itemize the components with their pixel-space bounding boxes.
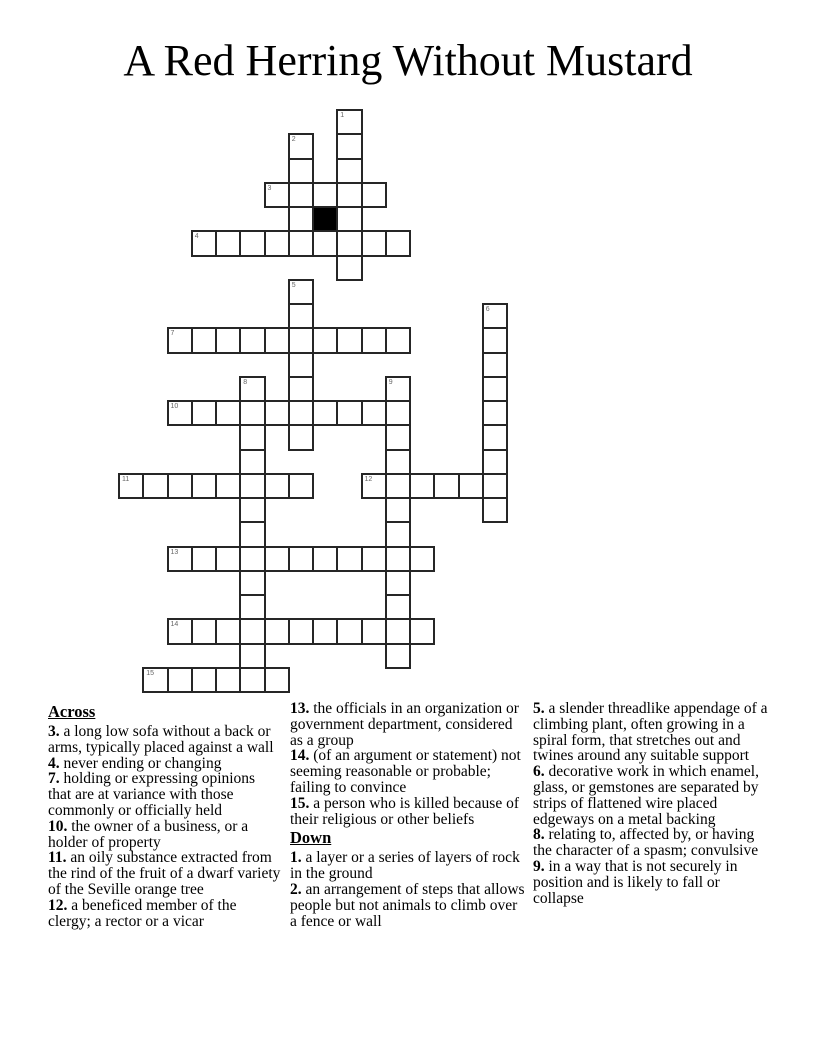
across-header: Across (48, 702, 96, 721)
clue-number: 13. (290, 700, 310, 717)
grid-cell-r23c3[interactable] (191, 667, 217, 693)
grid-cell-r4c9[interactable] (336, 206, 362, 232)
grid-cell-r14c11[interactable] (385, 449, 411, 475)
clue-down-1: 1. a layer or a series of layers of rock in the ground (290, 849, 520, 883)
grid-cell-r21c7[interactable] (288, 618, 314, 644)
grid-cell-r4c7[interactable] (288, 206, 314, 232)
grid-cell-r12c8[interactable] (312, 400, 338, 426)
grid-cell-r2c7[interactable] (288, 158, 314, 184)
down-header: Down (290, 828, 332, 848)
grid-cell-r15c6[interactable] (264, 473, 290, 499)
cell-number: 7 (170, 330, 175, 338)
grid-cell-r9c9[interactable] (336, 327, 362, 353)
grid-cell-r0c9[interactable] (336, 109, 362, 135)
grid-cell-r18c12[interactable] (409, 546, 435, 572)
clue-down-8: 8. relating to, affected by, or having the character of a spasm; convulsive (533, 826, 759, 860)
cell-number: 10 (170, 403, 179, 410)
grid-cell-r9c5[interactable] (239, 327, 265, 353)
grid-cell-r16c5[interactable] (239, 497, 265, 523)
clue-number: 3. (48, 723, 60, 740)
grid-cell-r12c11[interactable] (385, 400, 411, 426)
grid-cell-r15c13[interactable] (433, 473, 459, 499)
grid-cell-r18c8[interactable] (312, 546, 338, 572)
clue-across-3: 3. a long low sofa without a back or arms, typically placed against a wall (48, 723, 274, 756)
grid-cell-r23c5[interactable] (239, 667, 265, 693)
grid-cell-r17c11[interactable] (385, 521, 411, 547)
grid-cell-r1c9[interactable] (336, 133, 362, 159)
cell-number: 4 (194, 233, 199, 241)
clue-down-2: 2. an arrangement of steps that allows people but not animals to climb over a fence or wall (290, 880, 525, 930)
grid-cell-r22c11[interactable] (385, 643, 411, 669)
clue-number: 11. (48, 849, 67, 867)
clue-across-15: 15. a person who is killed because of their religious or other beliefs (290, 794, 519, 828)
grid-cell-r15c0[interactable] (118, 473, 144, 499)
grid-cell-r23c2[interactable] (167, 667, 193, 693)
grid-cell-r12c6[interactable] (264, 400, 290, 426)
clue-down-5: 5. a slender threadlike appendage of a climbing plant, often growing in a spiral form, that stretches out and twines around any suitable support (533, 700, 768, 765)
grid-cell-r9c15[interactable] (482, 327, 508, 353)
grid-cell-r12c5[interactable] (239, 400, 265, 426)
cell-number: 9 (388, 378, 393, 386)
grid-cell-r18c4[interactable] (215, 546, 241, 572)
grid-cell-r15c7[interactable] (288, 473, 314, 499)
crossword-grid (119, 110, 507, 692)
grid-cell-r16c11[interactable] (385, 497, 411, 523)
clue-number: 14. (290, 747, 310, 765)
grid-cell-r5c10[interactable] (361, 230, 387, 256)
clue-number: 4. (48, 754, 60, 772)
black-cell (312, 206, 338, 232)
clue-column-2 (290, 701, 525, 929)
grid-cell-r13c5[interactable] (239, 424, 265, 450)
grid-cell-r10c7[interactable] (288, 352, 314, 378)
cell-number: 1 (340, 112, 345, 119)
grid-cell-r3c10[interactable] (361, 182, 387, 208)
grid-cell-r5c6[interactable] (264, 230, 290, 256)
grid-cell-r21c4[interactable] (215, 618, 241, 644)
grid-cell-r18c6[interactable] (264, 546, 290, 572)
grid-cell-r15c11[interactable] (385, 473, 411, 499)
cell-number: 11 (122, 475, 130, 483)
clue-number: 15. (290, 794, 310, 812)
clue-across-14: 14. (of an argument or statement) not seeming reasonable or probable; failing to convince (290, 747, 521, 796)
grid-cell-r19c5[interactable] (239, 570, 265, 596)
grid-cell-r3c7[interactable] (288, 182, 314, 208)
grid-cell-r9c7[interactable] (288, 327, 314, 353)
grid-cell-r18c10[interactable] (361, 546, 387, 572)
grid-cell-r9c8[interactable] (312, 327, 338, 353)
grid-cell-r5c3[interactable] (191, 230, 217, 256)
grid-cell-r5c9[interactable] (336, 230, 362, 256)
clue-across-11: 11. an oily substance extracted from the rind of the fruit of a dwarf variety of the Seville orange tree (48, 849, 281, 898)
grid-cell-r15c1[interactable] (142, 473, 168, 499)
grid-cell-r23c4[interactable] (215, 667, 241, 693)
grid-cell-r15c10[interactable] (361, 473, 387, 499)
grid-cell-r22c5[interactable] (239, 643, 265, 669)
clue-number: 10. (48, 817, 68, 835)
grid-cell-r5c4[interactable] (215, 230, 241, 256)
grid-cell-r21c8[interactable] (312, 618, 338, 644)
grid-cell-r11c5[interactable] (239, 376, 265, 402)
grid-cell-r12c7[interactable] (288, 400, 314, 426)
grid-cell-r14c5[interactable] (239, 449, 265, 475)
grid-cell-r18c11[interactable] (385, 546, 411, 572)
grid-cell-r5c8[interactable] (312, 230, 338, 256)
puzzle-title: A Red Herring Without Mustard (123, 36, 693, 85)
clue-across-13: 13. the officials in an organization or government department, considered as a group (290, 700, 519, 749)
grid-cell-r11c15[interactable] (482, 376, 508, 402)
clues-section (48, 701, 777, 929)
clue-number: 2. (290, 880, 302, 898)
grid-cell-r3c6[interactable] (264, 182, 290, 208)
grid-cell-r12c10[interactable] (361, 400, 387, 426)
grid-cell-r21c5[interactable] (239, 618, 265, 644)
grid-cell-r9c10[interactable] (361, 327, 387, 353)
grid-cell-r15c3[interactable] (191, 473, 217, 499)
grid-cell-r21c11[interactable] (385, 618, 411, 644)
clue-number: 6. (533, 763, 545, 781)
grid-cell-r2c9[interactable] (336, 158, 362, 184)
grid-cell-r7c7[interactable] (288, 279, 314, 305)
grid-cell-r19c11[interactable] (385, 570, 411, 596)
cell-number: 6 (485, 306, 490, 313)
grid-cell-r15c4[interactable] (215, 473, 241, 499)
grid-cell-r9c3[interactable] (191, 327, 217, 353)
grid-cell-r13c11[interactable] (385, 424, 411, 450)
grid-cell-r18c7[interactable] (288, 546, 314, 572)
grid-cell-r17c5[interactable] (239, 521, 265, 547)
cell-number: 12 (364, 475, 373, 483)
grid-cell-r23c1[interactable] (142, 667, 168, 693)
cell-number: 5 (291, 281, 296, 289)
grid-cell-r21c10[interactable] (361, 618, 387, 644)
grid-cell-r3c8[interactable] (312, 182, 338, 208)
grid-cell-r15c5[interactable] (239, 473, 265, 499)
cell-number: 8 (243, 378, 248, 386)
grid-cell-r20c5[interactable] (239, 594, 265, 620)
grid-cell-r20c11[interactable] (385, 594, 411, 620)
grid-cell-r21c2[interactable] (167, 618, 193, 644)
grid-cell-r21c9[interactable] (336, 618, 362, 644)
clue-number: 8. (533, 826, 545, 844)
grid-cell-r9c4[interactable] (215, 327, 241, 353)
grid-cell-r11c11[interactable] (385, 376, 411, 402)
grid-cell-r18c5[interactable] (239, 546, 265, 572)
grid-cell-r12c4[interactable] (215, 400, 241, 426)
grid-cell-r9c2[interactable] (167, 327, 193, 353)
grid-cell-r14c15[interactable] (482, 449, 508, 475)
clue-across-4: 4. never ending or changing (48, 754, 222, 772)
grid-cell-r21c6[interactable] (264, 618, 290, 644)
clue-across-7: 7. holding or expressing opinions that are at variance with those commonly or officially held (48, 770, 256, 819)
grid-cell-r16c15[interactable] (482, 497, 508, 523)
grid-cell-r13c7[interactable] (288, 424, 314, 450)
grid-cell-r18c3[interactable] (191, 546, 217, 572)
cell-number: 15 (146, 669, 155, 677)
cell-number: 3 (267, 184, 272, 192)
grid-cell-r21c3[interactable] (191, 618, 217, 644)
clue-column-3 (533, 701, 769, 929)
clue-column-1 (48, 701, 282, 929)
clue-number: 12. (48, 896, 68, 914)
grid-cell-r11c7[interactable] (288, 376, 314, 402)
grid-cell-r15c15[interactable] (482, 473, 508, 499)
clue-down-6: 6. decorative work in which enamel, glass, or gemstones are separated by strips of flattened wire placed edgeways on a metal backing (533, 763, 759, 828)
clue-down-9: 9. in a way that is not securely in position and is likely to fall or collapse (533, 857, 738, 907)
clue-number: 7. (48, 770, 60, 788)
grid-cell-r13c15[interactable] (482, 424, 508, 450)
grid-cell-r23c6[interactable] (264, 667, 290, 693)
grid-cell-r5c11[interactable] (385, 230, 411, 256)
grid-cell-r5c5[interactable] (239, 230, 265, 256)
grid-cell-r1c7[interactable] (288, 133, 314, 159)
cell-number: 14 (170, 621, 179, 629)
clue-across-12: 12. a beneficed member of the clergy; a rector or a vicar (48, 896, 237, 930)
grid-cell-r9c11[interactable] (385, 327, 411, 353)
grid-cell-r10c15[interactable] (482, 352, 508, 378)
grid-cell-r6c9[interactable] (336, 255, 362, 281)
clue-number: 9. (533, 857, 545, 875)
grid-cell-r18c9[interactable] (336, 546, 362, 572)
grid-cell-r3c9[interactable] (336, 182, 362, 208)
grid-cell-r12c2[interactable] (167, 400, 193, 426)
grid-cell-r8c7[interactable] (288, 303, 314, 329)
grid-cell-r12c15[interactable] (482, 400, 508, 426)
grid-cell-r9c6[interactable] (264, 327, 290, 353)
grid-cell-r8c15[interactable] (482, 303, 508, 329)
grid-cell-r18c2[interactable] (167, 546, 193, 572)
grid-cell-r21c12[interactable] (409, 618, 435, 644)
cell-number: 2 (291, 136, 296, 144)
grid-cell-r5c7[interactable] (288, 230, 314, 256)
clue-across-10: 10. the owner of a business, or a holder of property (48, 817, 249, 851)
cell-number: 13 (170, 548, 179, 556)
clue-number: 1. (290, 849, 302, 867)
grid-cell-r15c2[interactable] (167, 473, 193, 499)
clue-number: 5. (533, 700, 545, 717)
grid-cell-r12c3[interactable] (191, 400, 217, 426)
grid-cell-r15c12[interactable] (409, 473, 435, 499)
grid-cell-r12c9[interactable] (336, 400, 362, 426)
grid-cell-r15c14[interactable] (458, 473, 484, 499)
